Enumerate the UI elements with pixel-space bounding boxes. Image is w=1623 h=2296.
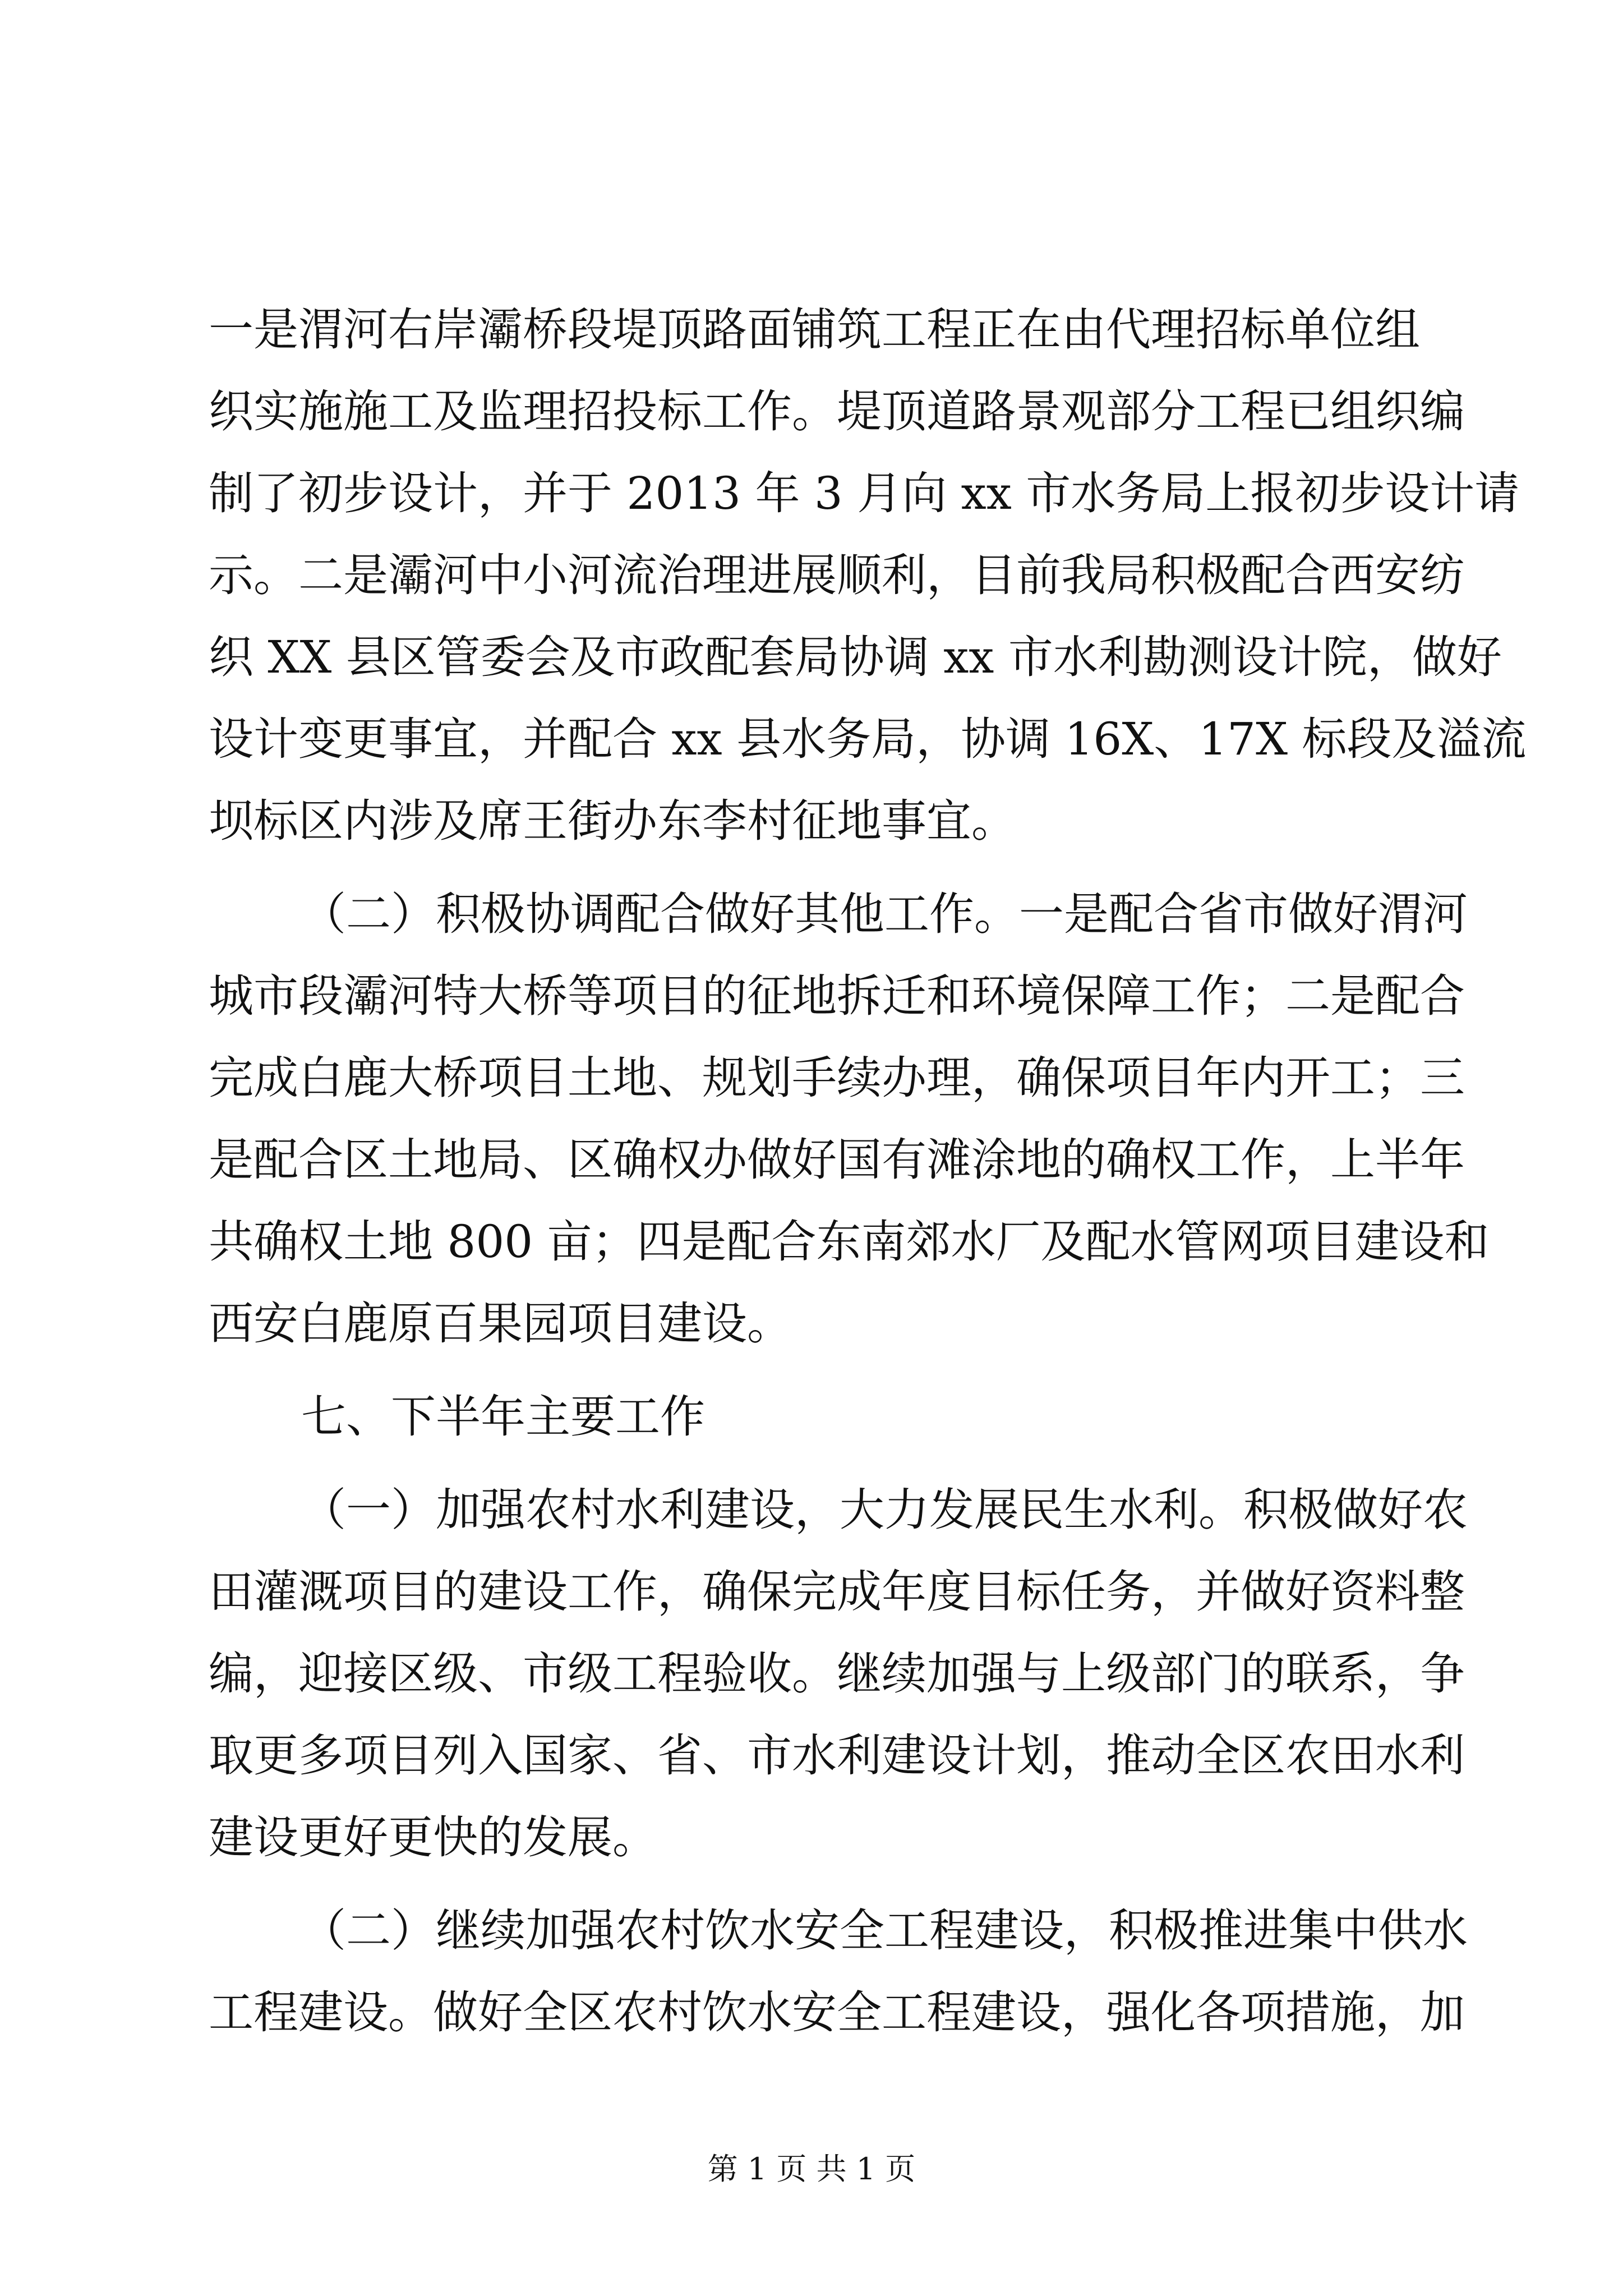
paragraph-line: 城市段灞河特大桥等项目的征地拆迁和环境保障工作；二是配合 <box>209 970 1465 1022</box>
paragraph-line: 示。二是灞河中小河流治理进展顺利，目前我局积极配合西安纺 <box>209 549 1465 601</box>
paragraph-line: 取更多项目列入国家、省、市水利建设计划，推动全区农田水利 <box>209 1729 1465 1782</box>
paragraph-line: 坝标区内涉及席王街办东李村征地事宜。 <box>209 795 1016 847</box>
paragraph-line: （一）加强农村水利建设，大力发展民生水利。积极做好农 <box>301 1484 1468 1536</box>
paragraph-line: （二）继续加强农村饮水安全工程建设，积极推进集中供水 <box>301 1904 1468 1957</box>
paragraph-line: 织实施施工及监理招投标工作。堤顶道路景观部分工程已组织编 <box>209 385 1465 438</box>
paragraph-line: 西安白鹿原百果园项目建设。 <box>209 1297 792 1350</box>
paragraph-line: 工程建设。做好全区农村饮水安全工程建设，强化各项措施，加 <box>209 1986 1465 2039</box>
paragraph-line: （二）积极协调配合做好其他工作。一是配合省市做好渭河 <box>301 888 1468 940</box>
paragraph-line: 织 XX 县区管委会及市政配套局协调 xx 市水利勘测设计院，做好 <box>209 631 1502 683</box>
section-heading: 七、下半年主要工作 <box>301 1391 705 1443</box>
paragraph-line: 设计变更事宜，并配合 xx 县水务局，协调 16X、17X 标段及溢流 <box>209 713 1527 765</box>
paragraph-line: 建设更好更快的发展。 <box>209 1811 657 1864</box>
page-number-footer: 第 1 页 共 1 页 <box>707 2151 916 2187</box>
paragraph-line: 完成白鹿大桥项目土地、规划手续办理，确保项目年内开工；三 <box>209 1052 1465 1104</box>
paragraph-line: 共确权土地 800 亩；四是配合东南郊水厂及配水管网项目建设和 <box>209 1216 1490 1268</box>
paragraph-line: 是配合区土地局、区确权办做好国有滩涂地的确权工作，上半年 <box>209 1134 1465 1186</box>
paragraph-line: 制了初步设计，并于 2013 年 3 月向 xx 市水务局上报初步设计请 <box>209 467 1520 519</box>
paragraph-line: 编，迎接区级、市级工程验收。继续加强与上级部门的联系，争 <box>209 1648 1465 1700</box>
paragraph-line: 田灌溉项目的建设工作，确保完成年度目标任务，并做好资料整 <box>209 1566 1465 1618</box>
document-body <box>209 289 1527 2054</box>
paragraph-line: 一是渭河右岸灞桥段堤顶路面铺筑工程正在由代理招标单位组 <box>209 303 1420 356</box>
